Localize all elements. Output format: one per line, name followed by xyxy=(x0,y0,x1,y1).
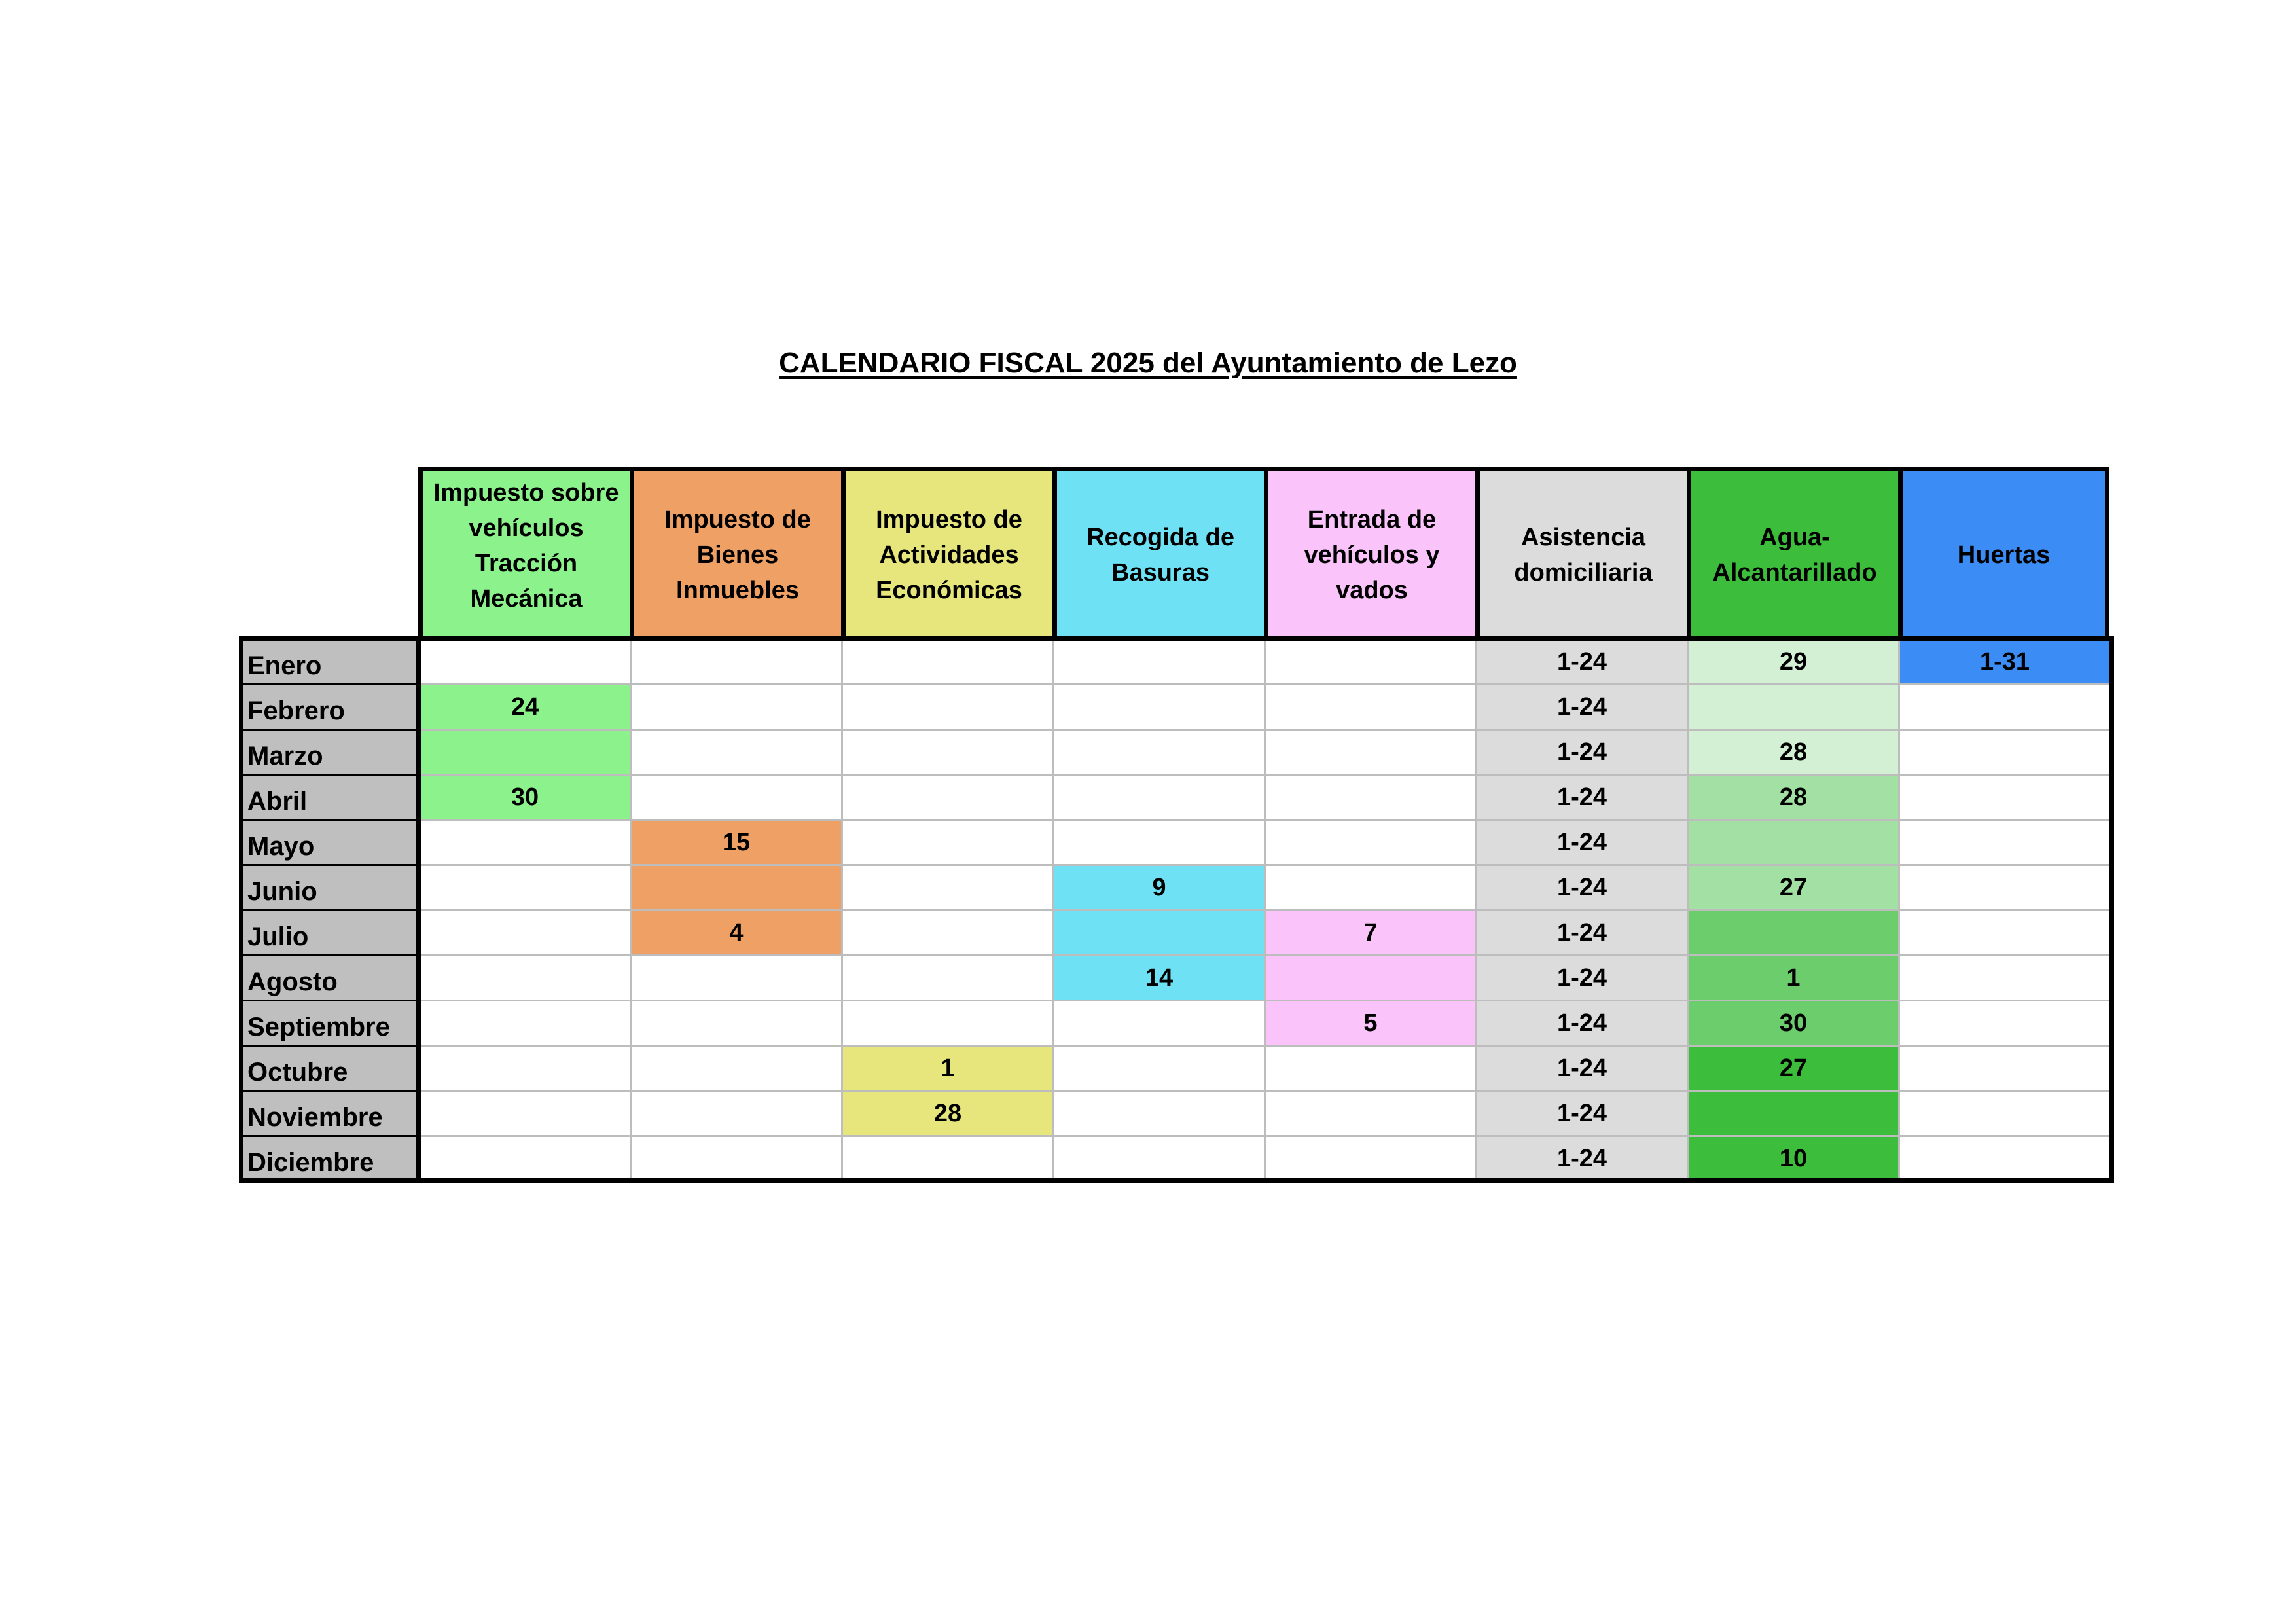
table-cell xyxy=(1264,638,1477,685)
table-cell: 1 xyxy=(1687,954,1900,1001)
column-header-8: Huertas xyxy=(1898,467,2109,643)
page-title: CALENDARIO FISCAL 2025 del Ayuntamiento de Lezo xyxy=(779,347,1517,379)
table-cell: 29 xyxy=(1687,638,1900,685)
table-cell: 1-24 xyxy=(1475,729,1689,776)
table-cell xyxy=(1264,1045,1477,1092)
table-cell xyxy=(630,729,843,776)
table-cell xyxy=(1898,1090,2111,1137)
column-header-7: Agua-Alcantarillado xyxy=(1687,467,1903,643)
month-label: Mayo xyxy=(239,819,420,866)
table-cell xyxy=(418,954,632,1001)
table-cell xyxy=(418,864,632,911)
table-cell xyxy=(841,1000,1054,1047)
table-cell: 27 xyxy=(1687,864,1900,911)
table-cell xyxy=(1264,774,1477,821)
table-cell: 1-24 xyxy=(1475,1045,1689,1092)
table-cell xyxy=(630,954,843,1001)
table-cell xyxy=(630,864,843,911)
table-cell xyxy=(841,729,1054,776)
table-cell xyxy=(841,819,1054,866)
table-cell xyxy=(841,954,1054,1001)
table-cell: 1-24 xyxy=(1475,1000,1689,1047)
table-cell xyxy=(1052,638,1266,685)
table-cell xyxy=(1052,774,1266,821)
column-header-2: Impuesto de Bienes Inmuebles xyxy=(630,467,846,643)
table-cell xyxy=(1052,1090,1266,1137)
table-cell xyxy=(1052,909,1266,956)
table-cell: 24 xyxy=(418,683,632,731)
table-cell xyxy=(1052,1045,1266,1092)
table-cell xyxy=(418,909,632,956)
month-label: Noviembre xyxy=(239,1090,420,1137)
table-cell: 1-24 xyxy=(1475,819,1689,866)
table-cell xyxy=(630,1045,843,1092)
table-cell xyxy=(1898,774,2111,821)
table-cell xyxy=(1264,1090,1477,1137)
table-cell xyxy=(1898,1045,2111,1092)
table-cell xyxy=(841,864,1054,911)
table-cell xyxy=(1898,954,2111,1001)
month-label: Junio xyxy=(239,864,420,911)
table-cell xyxy=(418,638,632,685)
table-cell xyxy=(1052,683,1266,731)
table-cell xyxy=(630,1090,843,1137)
table-cell: 27 xyxy=(1687,1045,1900,1092)
table-cell xyxy=(1687,683,1900,731)
table-cell: 7 xyxy=(1264,909,1477,956)
month-label: Septiembre xyxy=(239,1000,420,1047)
table-cell: 28 xyxy=(1687,774,1900,821)
table-cell xyxy=(1052,819,1266,866)
table-cell xyxy=(1264,819,1477,866)
table-cell xyxy=(1898,683,2111,731)
table-cell xyxy=(418,819,632,866)
table-cell: 4 xyxy=(630,909,843,956)
table-cell: 1-24 xyxy=(1475,954,1689,1001)
table-cell: 1-24 xyxy=(1475,774,1689,821)
table-cell: 1 xyxy=(841,1045,1054,1092)
table-cell: 5 xyxy=(1264,1000,1477,1047)
month-label: Marzo xyxy=(239,729,420,776)
table-cell xyxy=(1687,909,1900,956)
table-cell xyxy=(418,729,632,776)
month-label: Enero xyxy=(239,638,420,685)
table-cell xyxy=(1264,1135,1477,1182)
table-cell xyxy=(1264,683,1477,731)
column-header-6: Asistencia domiciliaria xyxy=(1475,467,1691,643)
table-cell xyxy=(1052,1000,1266,1047)
table-cell: 28 xyxy=(841,1090,1054,1137)
table-cell xyxy=(1898,909,2111,956)
table-cell: 14 xyxy=(1052,954,1266,1001)
table-cell xyxy=(1264,729,1477,776)
table-cell xyxy=(1264,864,1477,911)
column-header-3: Impuesto de Actividades Económicas xyxy=(841,467,1057,643)
table-cell xyxy=(630,638,843,685)
table-cell xyxy=(630,774,843,821)
table-cell: 15 xyxy=(630,819,843,866)
table-cell xyxy=(1052,1135,1266,1182)
table-cell xyxy=(630,683,843,731)
month-label: Diciembre xyxy=(239,1135,420,1182)
table-cell: 10 xyxy=(1687,1135,1900,1182)
month-label: Abril xyxy=(239,774,420,821)
table-cell xyxy=(418,1135,632,1182)
month-label: Febrero xyxy=(239,683,420,731)
table-cell xyxy=(1898,729,2111,776)
table-cell: 1-24 xyxy=(1475,909,1689,956)
table-cell: 28 xyxy=(1687,729,1900,776)
month-label: Octubre xyxy=(239,1045,420,1092)
table-cell: 1-24 xyxy=(1475,1135,1689,1182)
table-cell xyxy=(418,1045,632,1092)
table-cell: 1-24 xyxy=(1475,683,1689,731)
table-cell xyxy=(1264,954,1477,1001)
table-cell xyxy=(841,683,1054,731)
table-cell: 1-24 xyxy=(1475,638,1689,685)
table-cell xyxy=(630,1135,843,1182)
column-header-4: Recogida de Basuras xyxy=(1052,467,1268,643)
table-cell: 1-24 xyxy=(1475,864,1689,911)
table-cell xyxy=(1687,819,1900,866)
table-cell xyxy=(1052,729,1266,776)
table-cell: 9 xyxy=(1052,864,1266,911)
table-cell xyxy=(630,1000,843,1047)
month-label: Agosto xyxy=(239,954,420,1001)
table-cell xyxy=(1898,1000,2111,1047)
table-cell xyxy=(1898,1135,2111,1182)
table-cell xyxy=(1687,1090,1900,1137)
table-cell: 1-31 xyxy=(1898,638,2111,685)
table-cell xyxy=(841,1135,1054,1182)
table-cell xyxy=(841,638,1054,685)
table-cell xyxy=(841,774,1054,821)
table-cell: 1-24 xyxy=(1475,1090,1689,1137)
table-cell xyxy=(418,1090,632,1137)
table-cell xyxy=(1898,864,2111,911)
table-cell: 30 xyxy=(418,774,632,821)
table-cell: 30 xyxy=(1687,1000,1900,1047)
table-cell xyxy=(1898,819,2111,866)
month-label: Julio xyxy=(239,909,420,956)
month-column-divider xyxy=(416,636,421,1183)
table-cell xyxy=(418,1000,632,1047)
column-header-1: Impuesto sobre vehículos Tracción Mecánica xyxy=(418,467,634,643)
column-header-5: Entrada de vehículos y vados xyxy=(1264,467,1480,643)
table-cell xyxy=(841,909,1054,956)
